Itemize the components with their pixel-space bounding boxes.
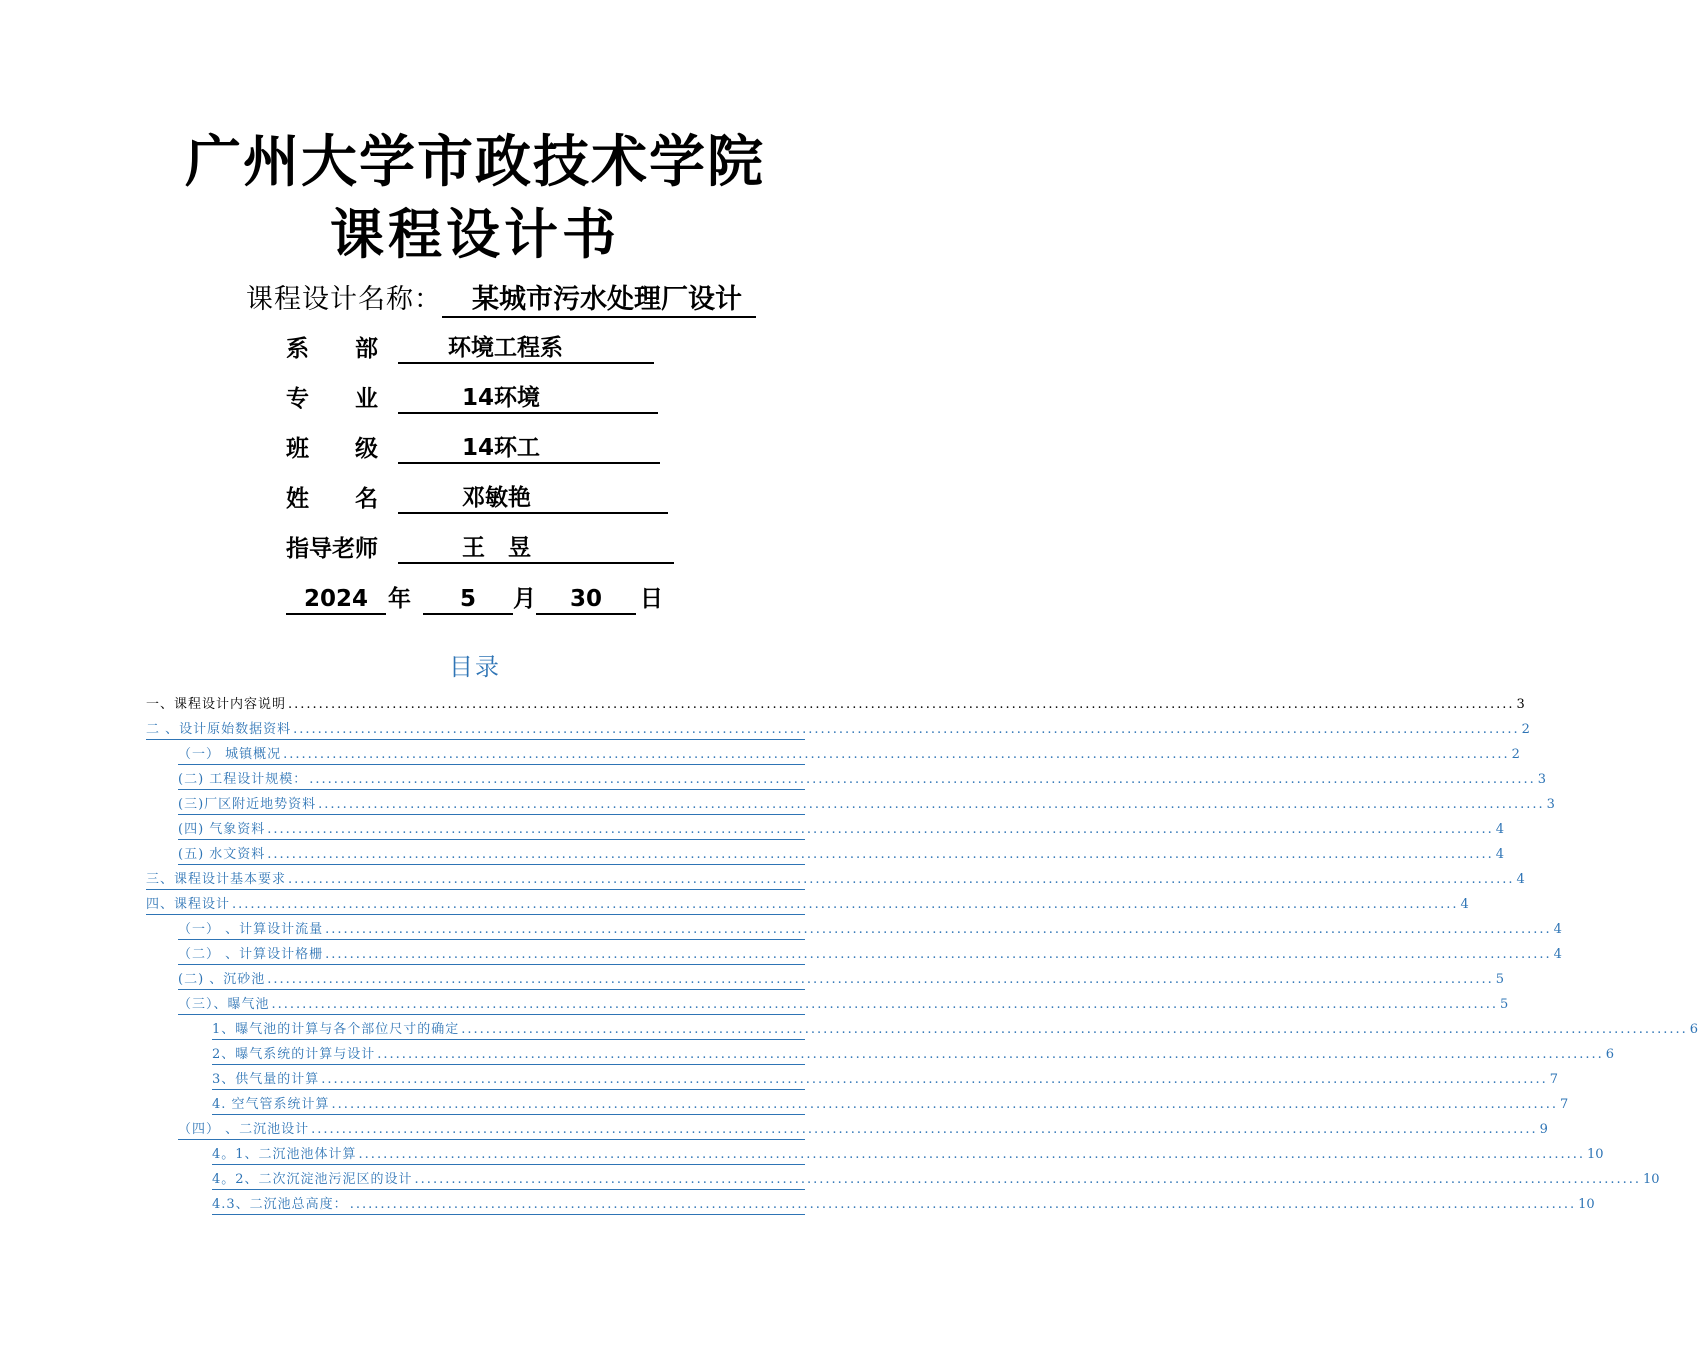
toc-leader-dots: ........................................................................................................................................................................................................ xyxy=(318,797,1545,812)
toc-item-page: 2 xyxy=(1511,747,1520,762)
field-class xyxy=(286,434,660,464)
toc-item-title: 四、课程设计 xyxy=(146,897,231,912)
toc-item[interactable] xyxy=(146,719,1530,740)
toc-leader-dots: ........................................................................................................................................................................................................ xyxy=(349,1197,1577,1212)
field-department xyxy=(286,334,654,364)
toc-item-page: 4 xyxy=(1553,922,1562,937)
toc-leader-dots: ........................................................................................................................................................................................................ xyxy=(267,972,1494,987)
toc-leader-dots: ........................................................................................................................................................................................................ xyxy=(311,1122,1538,1137)
toc-item-page: 10 xyxy=(1643,1172,1660,1187)
toc-item-page: 4 xyxy=(1460,897,1469,912)
date-day: 30 xyxy=(536,585,636,615)
toc-item-page: 4 xyxy=(1495,847,1505,862)
toc-leader-dots: ........................................................................................................................................................................................................ xyxy=(271,997,1498,1012)
toc-item-page: 7 xyxy=(1549,1072,1559,1087)
toc-item-page: 5 xyxy=(1499,997,1509,1012)
toc-leader-dots: ........................................................................................................................................................................................................ xyxy=(358,1147,1586,1162)
field-value: 王 昱 xyxy=(398,534,674,564)
field-value: 环境工程系 xyxy=(398,334,654,364)
toc-item-page: 4 xyxy=(1516,872,1525,887)
toc-item[interactable] xyxy=(178,844,1505,865)
toc-item-page: 3 xyxy=(1537,772,1547,787)
toc-leader-dots: ........................................................................................................................................................................................................ xyxy=(331,1097,1559,1112)
toc-item-title: (二) 、沉砂池 xyxy=(178,972,266,987)
field-major xyxy=(286,384,658,414)
toc-leader-dots: ........................................................................................................................................................................................................ xyxy=(325,922,1552,937)
field-label: 指导老师 xyxy=(286,536,378,562)
course-name-row xyxy=(246,282,756,318)
field-value: 邓敏艳 xyxy=(398,484,668,514)
toc-title: 目录 xyxy=(449,653,501,681)
toc-leader-dots: ........................................................................................................................................................................................................ xyxy=(321,1072,1548,1087)
toc-item-title: 4。2、二次沉淀池污泥区的设计 xyxy=(212,1172,413,1187)
toc-item[interactable] xyxy=(178,819,1505,840)
toc-item-title: 4. 空气管系统计算 xyxy=(212,1097,330,1112)
course-name-value: 某城市污水处理厂设计 xyxy=(442,284,756,318)
toc-item-title: 3、供气量的计算 xyxy=(212,1072,320,1087)
toc-leader-dots: ........................................................................................................................................................................................................ xyxy=(288,872,1515,887)
toc-item-title: 4。1、二沉池池体计算 xyxy=(212,1147,357,1162)
toc-item-page: 6 xyxy=(1689,1022,1698,1037)
toc-item-title: (五) 水文资料 xyxy=(178,847,266,862)
toc-item[interactable] xyxy=(178,994,1509,1015)
toc-item[interactable] xyxy=(212,1044,1615,1065)
toc-item-title: 4.3、二沉池总高度： xyxy=(212,1197,348,1212)
toc-item-page: 10 xyxy=(1578,1197,1595,1212)
toc-item-title: (三)厂区附近地势资料 xyxy=(178,797,317,812)
toc-item-title: 1、曝气池的计算与各个部位尺寸的确定 xyxy=(212,1022,460,1037)
toc-item-page: 7 xyxy=(1560,1097,1569,1112)
toc-item-page: 4 xyxy=(1495,822,1505,837)
toc-item[interactable] xyxy=(178,919,1562,940)
toc-item-page: 2 xyxy=(1521,722,1530,737)
toc-item-title: (四) 气象资料 xyxy=(178,822,266,837)
toc-item-title: 三、课程设计基本要求 xyxy=(146,872,287,887)
toc-item[interactable] xyxy=(178,944,1562,965)
toc-leader-dots: ........................................................................................................................................................................................................ xyxy=(232,897,1459,912)
date-year-unit: 年 xyxy=(388,586,411,612)
toc-item xyxy=(146,694,1525,714)
toc-item-page: 9 xyxy=(1539,1122,1548,1137)
toc-item-page: 3 xyxy=(1516,697,1525,712)
toc-leader-dots: ........................................................................................................................................................................................................ xyxy=(325,947,1552,962)
field-name xyxy=(286,484,668,514)
toc-leader-dots: ........................................................................................................................................................................................................ xyxy=(267,822,1494,837)
toc-leader-dots: ........................................................................................................................................................................................................ xyxy=(293,722,1520,737)
toc-leader-dots: ........................................................................................................................................................................................................ xyxy=(309,772,1536,787)
toc-item-title: 一、课程设计内容说明 xyxy=(146,697,287,712)
cover-title-line1: 广州大学市政技术学院 xyxy=(185,130,765,195)
toc-item-title: (二) 工程设计规模： xyxy=(178,772,308,787)
date-day-unit: 日 xyxy=(640,586,663,612)
toc-item[interactable] xyxy=(212,1144,1604,1165)
toc-item[interactable] xyxy=(178,794,1555,815)
toc-leader-dots: ........................................................................................................................................................................................................ xyxy=(377,1047,1604,1062)
toc-item-title: （三）、曝气池 xyxy=(178,997,270,1012)
cover-title-line2: 课程设计书 xyxy=(330,203,620,266)
toc-leader-dots: ........................................................................................................................................................................................................ xyxy=(414,1172,1642,1187)
field-label: 专 业 xyxy=(286,386,378,412)
toc-item-title: （一） 、计算设计流量 xyxy=(178,922,324,937)
date-month: 5 xyxy=(423,585,513,615)
toc-item-title: （二） 、计算设计格栅 xyxy=(178,947,324,962)
toc-item-page: 10 xyxy=(1587,1147,1604,1162)
toc-item-title: （一） 城镇概况 xyxy=(178,747,282,762)
toc-item-page: 3 xyxy=(1546,797,1555,812)
toc-item[interactable] xyxy=(212,1094,1569,1115)
course-name-label: 课程设计名称： xyxy=(246,284,442,315)
field-label: 姓 名 xyxy=(286,486,378,512)
toc-item[interactable] xyxy=(212,1019,1698,1040)
toc-item[interactable] xyxy=(212,1069,1559,1090)
toc-item-title: 二 、设计原始数据资料 xyxy=(146,722,292,737)
toc-item-title: 2、曝气系统的计算与设计 xyxy=(212,1047,376,1062)
toc-item-page: 4 xyxy=(1553,947,1562,962)
toc-item[interactable] xyxy=(178,969,1505,990)
field-advisor xyxy=(286,534,674,564)
field-value: 14环工 xyxy=(398,434,660,464)
date-year: 2024 xyxy=(286,585,386,615)
toc-item[interactable] xyxy=(146,894,1469,915)
toc-leader-dots: ........................................................................................................................................................................................................ xyxy=(288,697,1515,712)
toc-item-page: 6 xyxy=(1605,1047,1615,1062)
toc-item-title: （四） 、二沉池设计 xyxy=(178,1122,310,1137)
field-label: 班 级 xyxy=(286,436,378,462)
field-label: 系 部 xyxy=(286,336,378,362)
toc-item[interactable] xyxy=(178,1119,1548,1140)
toc-item[interactable] xyxy=(212,1194,1595,1215)
toc-item[interactable] xyxy=(212,1169,1660,1190)
cover-date xyxy=(286,584,663,615)
toc-leader-dots: ........................................................................................................................................................................................................ xyxy=(461,1022,1688,1037)
toc-leader-dots: ........................................................................................................................................................................................................ xyxy=(283,747,1510,762)
toc-item-page: 5 xyxy=(1495,972,1505,987)
toc-item[interactable] xyxy=(178,769,1547,790)
toc-item[interactable] xyxy=(146,869,1525,890)
toc-item[interactable] xyxy=(178,744,1520,765)
date-month-unit: 月 xyxy=(513,586,536,612)
toc-leader-dots: ........................................................................................................................................................................................................ xyxy=(267,847,1494,862)
field-value: 14环境 xyxy=(398,384,658,414)
